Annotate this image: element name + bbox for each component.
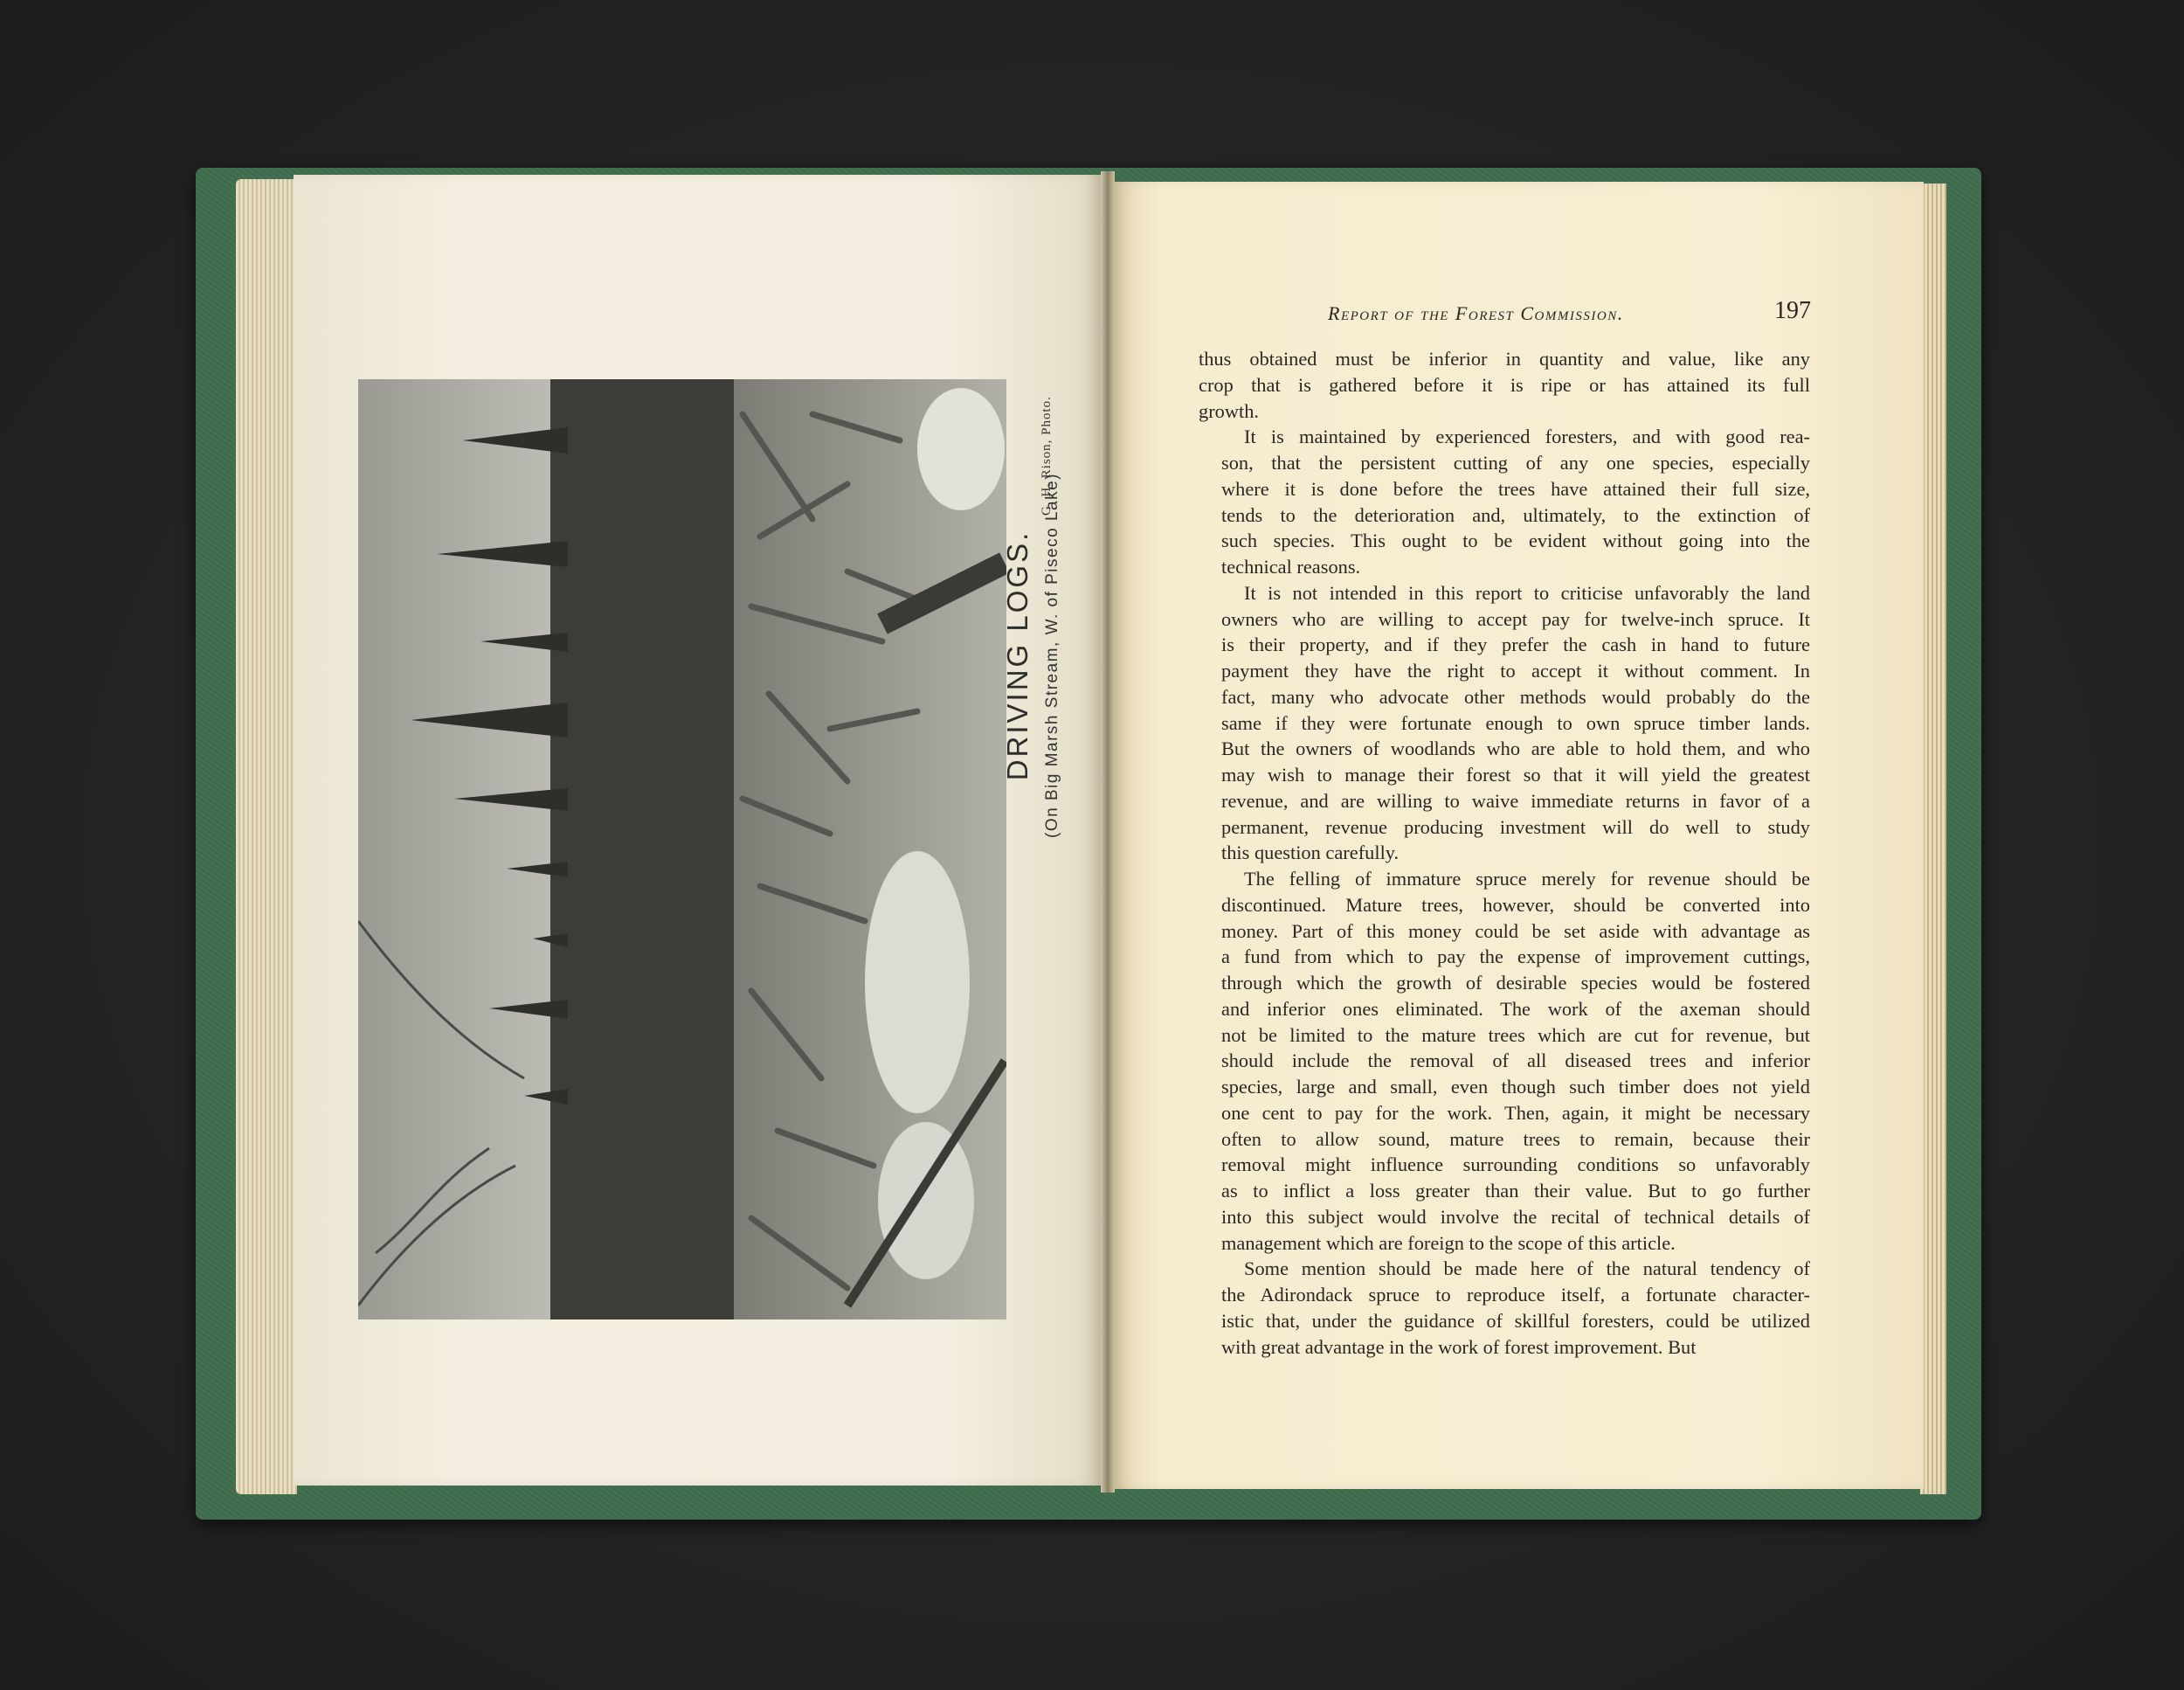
running-head-text: Report of the Forest Commission. (1328, 302, 1624, 324)
text-line: removal might influence surrounding conditions so unfavorably (1221, 1153, 1810, 1176)
photo-credit: G. H. Rison, Photo. (1040, 396, 1054, 516)
text-line: permanent, revenue producing investment will do well to study (1221, 815, 1810, 838)
text-line: But the owners of woodlands who are able to hold them, and who (1221, 738, 1810, 760)
text-line: where it is done before the trees have attained their full size, (1221, 477, 1810, 500)
text-line: species, large and small, even though such timber does not yield (1221, 1076, 1810, 1098)
text-line: management which are foreign to the scope of this article. (1221, 1231, 1676, 1254)
text-line: revenue, and are willing to waive immediate returns in favor of a (1221, 789, 1810, 812)
text-line: It is maintained by experienced foresters, and with good rea- (1244, 426, 1810, 448)
text-line: The felling of immature spruce merely for revenue should be (1244, 868, 1810, 890)
text-line: should include the removal of all diseased trees and inferior (1221, 1049, 1810, 1072)
text-line: the Adirondack spruce to reproduce itself, a fortunate character- (1221, 1284, 1810, 1306)
text-line: often to allow sound, mature trees to remain, because their (1221, 1127, 1810, 1150)
text-line: one cent to pay for the work. Then, again, it might be necessary (1221, 1101, 1810, 1124)
text-line: such species. This ought to be evident without going into the (1221, 530, 1810, 552)
paragraph (1199, 346, 1810, 424)
paragraph (1199, 424, 1810, 580)
text-line: owners who are willing to accept pay for twelve-inch spruce. It (1221, 607, 1810, 630)
text-line: tends to the deterioration and, ultimately, to the extinction of (1221, 503, 1810, 526)
text-line: same if they were fortunate enough to own spruce timber lands. (1221, 711, 1810, 734)
text-line: technical reasons. (1221, 556, 1361, 578)
text-line: into this subject would involve the recital of technical details of (1221, 1205, 1810, 1228)
text-line: Some mention should be made here of the natural tendency of (1244, 1257, 1810, 1280)
text-line: a fund from which to pay the expense of improvement cuttings, (1221, 945, 1810, 968)
paragraph (1199, 1256, 1810, 1360)
text-line: as to inflict a loss greater than their value. But to go further (1221, 1180, 1810, 1202)
book-gutter (1101, 171, 1115, 1493)
text-line: thus obtained must be inferior in quantity and value, like any (1199, 348, 1810, 370)
text-line: istic that, under the guidance of skillful foresters, could be utilized (1221, 1309, 1810, 1332)
driving-logs-photo (358, 379, 1006, 1319)
paragraph (1199, 580, 1810, 866)
photograph-plate (358, 379, 1006, 1319)
plate-title: DRIVING LOGS. (1001, 530, 1033, 781)
text-line: through which the growth of desirable species would be fostered (1221, 972, 1810, 994)
text-line: with great advantage in the work of forest improvement. But (1221, 1335, 1697, 1358)
text-line: fact, many who advocate other methods would probably do the (1221, 685, 1810, 708)
text-line: may wish to manage their forest so that it will yield the greatest (1221, 764, 1810, 786)
text-line: money. Part of this money could be set aside with advantage as (1221, 919, 1810, 942)
text-line: is their property, and if they prefer the cash in hand to future (1221, 634, 1810, 656)
text-line: and inferior ones eliminated. The work of the axeman should (1221, 997, 1810, 1020)
page-number: 197 (1774, 297, 1811, 324)
text-line: crop that is gathered before it is ripe or has attained its full (1199, 373, 1810, 396)
body-text (1199, 346, 1810, 1360)
text-line: growth. (1199, 399, 1260, 422)
text-line: It is not intended in this report to criticise unfavorably the land (1244, 581, 1810, 604)
text-line: not be limited to the mature trees which are cut for revenue, but (1221, 1023, 1810, 1046)
text-line: son, that the persistent cutting of any one species, especially (1221, 452, 1810, 474)
text-line: this question carefully. (1221, 842, 1400, 864)
paragraph (1199, 866, 1810, 1256)
text-line: payment they have the right to accept it without comment. In (1221, 660, 1810, 682)
text-line: discontinued. Mature trees, however, should be converted into (1221, 893, 1810, 916)
plate-subtitle: (On Big Marsh Stream, W. of Piseco Lake) (1043, 473, 1061, 838)
page-edges-left (236, 179, 297, 1494)
page-edges-right (1920, 184, 1946, 1494)
